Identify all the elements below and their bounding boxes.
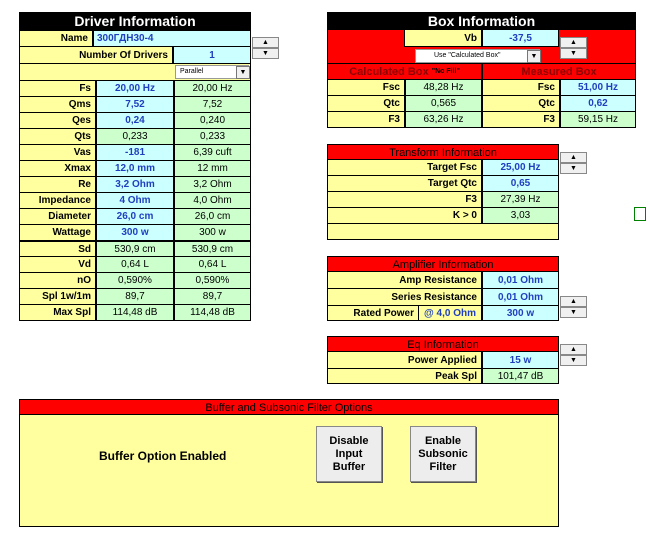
param-label: Fs xyxy=(19,81,96,97)
transform-value: 27,39 Hz xyxy=(482,192,559,208)
derived-label: Vd xyxy=(19,257,96,273)
spin-down-icon[interactable]: ▼ xyxy=(560,163,587,174)
transform-label: F3 xyxy=(327,192,482,208)
spin-up-icon[interactable]: ▲ xyxy=(252,37,279,48)
calc-value: 0,565 xyxy=(405,96,482,112)
calc-value: 63,26 Hz xyxy=(405,112,482,128)
rated-power-label: Rated Power xyxy=(327,306,419,321)
amplifier-info-header: Amplifier Information xyxy=(327,256,559,272)
param-label: Impedance xyxy=(19,193,96,209)
spin-up-icon[interactable]: ▲ xyxy=(560,37,587,48)
derived-value: 0,590% xyxy=(96,273,174,289)
calc-label: Qtc xyxy=(327,96,405,112)
series-resistance-label: Series Resistance xyxy=(327,289,482,306)
derived-converted-value: 0,64 L xyxy=(174,257,251,273)
rated-power-input[interactable]: 300 w xyxy=(482,306,559,321)
measured-label: Qtc xyxy=(482,96,560,112)
derived-label: Sd xyxy=(19,241,96,257)
calc-value: 48,28 Hz xyxy=(405,80,482,96)
power-applied-spinner[interactable] xyxy=(560,344,587,366)
driver-name-input[interactable]: 300ГДН30-4 xyxy=(93,30,251,47)
derived-value: 0,64 L xyxy=(96,257,174,273)
param-converted-value: 4,0 Ohm xyxy=(174,193,251,209)
param-label: Qms xyxy=(19,97,96,113)
param-converted-value: 300 w xyxy=(174,225,251,241)
wiring-select-value: Parallel xyxy=(180,68,204,75)
param-label: Wattage xyxy=(19,225,96,241)
param-input-value[interactable]: 26,0 cm xyxy=(96,209,174,225)
rated-power-spinner[interactable] xyxy=(560,296,587,318)
spin-up-icon[interactable]: ▲ xyxy=(560,344,587,355)
transform-blank-row xyxy=(327,224,559,240)
measured-value[interactable]: 51,00 Hz xyxy=(560,80,636,96)
derived-converted-value: 114,48 dB xyxy=(174,305,251,321)
calc-label: F3 xyxy=(327,112,405,128)
spin-down-icon[interactable]: ▼ xyxy=(560,355,587,366)
param-label: Qes xyxy=(19,113,96,129)
vb-input[interactable]: -37,5 xyxy=(482,30,559,47)
calculated-box-header xyxy=(327,64,482,80)
param-converted-value: 26,0 cm xyxy=(174,209,251,225)
transform-info-header: Transform Information xyxy=(327,144,559,160)
measured-label: F3 xyxy=(482,112,560,128)
peak-spl-label: Peak Spl xyxy=(327,369,482,384)
buffer-options-header: Buffer and Subsonic Filter Options xyxy=(19,399,559,415)
disable-input-buffer-button[interactable]: Disable Input Buffer xyxy=(316,426,382,482)
measured-label: Fsc xyxy=(482,80,560,96)
box-mode-select[interactable] xyxy=(415,49,540,63)
amp-resistance-input[interactable]: 0,01 Ohm xyxy=(482,272,559,289)
param-label: Xmax xyxy=(19,161,96,177)
param-input-value[interactable]: 0,24 xyxy=(96,113,174,129)
param-input-value[interactable]: 300 w xyxy=(96,225,174,241)
name-label: Name xyxy=(19,30,93,47)
derived-converted-value: 89,7 xyxy=(174,289,251,305)
transform-label: Target Fsc xyxy=(327,160,482,176)
param-converted-value: 12 mm xyxy=(174,161,251,177)
box-info-header: Box Information xyxy=(327,12,636,30)
derived-label: Max Spl xyxy=(19,305,96,321)
param-input-value[interactable]: 4 Ohm xyxy=(96,193,174,209)
param-converted-value: 0,240 xyxy=(174,113,251,129)
derived-value: 114,48 dB xyxy=(96,305,174,321)
power-applied-input[interactable]: 15 w xyxy=(482,352,559,369)
param-converted-value: 7,52 xyxy=(174,97,251,113)
param-converted-value: 20,00 Hz xyxy=(174,81,251,97)
measured-value[interactable]: 0,62 xyxy=(560,96,636,112)
transform-spinner[interactable] xyxy=(560,152,587,174)
param-converted-value: 3,2 Ohm xyxy=(174,177,251,193)
derived-converted-value: 0,590% xyxy=(174,273,251,289)
buffer-status-text: Buffer Option Enabled xyxy=(99,449,227,463)
transform-label: Target Qtc xyxy=(327,176,482,192)
param-input-value[interactable]: 3,2 Ohm xyxy=(96,177,174,193)
driver-name-spinner[interactable] xyxy=(252,37,279,59)
transform-value[interactable]: 25,00 Hz xyxy=(482,160,559,176)
calculated-box-title: Calculated Box xyxy=(349,65,429,78)
box-mode-select-value: Use "Calculated Box" xyxy=(434,52,501,59)
chevron-down-icon[interactable]: ▼ xyxy=(236,66,250,79)
param-input-value[interactable]: 12,0 mm xyxy=(96,161,174,177)
vb-spinner[interactable] xyxy=(560,37,587,59)
param-label: Re xyxy=(19,177,96,193)
buffer-options-panel xyxy=(19,415,559,527)
measured-box-header: Measured Box xyxy=(482,64,636,80)
param-label: Qts xyxy=(19,129,96,145)
param-converted-value: 0,233 xyxy=(174,129,251,145)
chevron-down-icon[interactable]: ▼ xyxy=(527,50,541,63)
driver-info-header: Driver Information xyxy=(19,12,251,30)
param-input-value[interactable]: 20,00 Hz xyxy=(96,81,174,97)
derived-value: 530,9 cm xyxy=(96,241,174,257)
vb-label: Vb xyxy=(404,30,482,47)
param-converted-value: 6,39 cuft xyxy=(174,145,251,161)
calc-label: Fsc xyxy=(327,80,405,96)
param-input-value: 0,233 xyxy=(96,129,174,145)
measured-value: 59,15 Hz xyxy=(560,112,636,128)
spin-up-icon[interactable]: ▲ xyxy=(560,152,587,163)
eq-info-header: Eq Information xyxy=(327,336,559,352)
peak-spl-value: 101,47 dB xyxy=(482,369,559,384)
param-label: Vas xyxy=(19,145,96,161)
derived-converted-value: 530,9 cm xyxy=(174,241,251,257)
num-drivers-input[interactable]: 1 xyxy=(173,47,251,64)
spin-up-icon[interactable]: ▲ xyxy=(560,296,587,307)
derived-value: 89,7 xyxy=(96,289,174,305)
param-input-value[interactable]: 7,52 xyxy=(96,97,174,113)
power-applied-label: Power Applied xyxy=(327,352,482,369)
transform-value[interactable]: 0,65 xyxy=(482,176,559,192)
spin-down-icon[interactable]: ▼ xyxy=(252,48,279,59)
transform-label: K > 0 xyxy=(327,208,482,224)
param-label: Diameter xyxy=(19,209,96,225)
amp-resistance-label: Amp Resistance xyxy=(327,272,482,289)
enable-subsonic-filter-button[interactable]: Enable Subsonic Filter xyxy=(410,426,476,482)
calculated-box-note: "No Fill" xyxy=(431,68,460,75)
param-input-value[interactable]: -181 xyxy=(96,145,174,161)
derived-label: nO xyxy=(19,273,96,289)
spin-down-icon[interactable]: ▼ xyxy=(560,48,587,59)
transform-value: 3,03 xyxy=(482,208,559,224)
derived-label: Spl 1w/1m xyxy=(19,289,96,305)
rated-impedance: @ 4,0 Ohm xyxy=(419,306,482,321)
num-drivers-label: Number Of Drivers xyxy=(19,47,173,64)
selected-cell-marker[interactable] xyxy=(634,207,646,221)
spin-down-icon[interactable]: ▼ xyxy=(560,307,587,318)
series-resistance-input[interactable]: 0,01 Ohm xyxy=(482,289,559,306)
